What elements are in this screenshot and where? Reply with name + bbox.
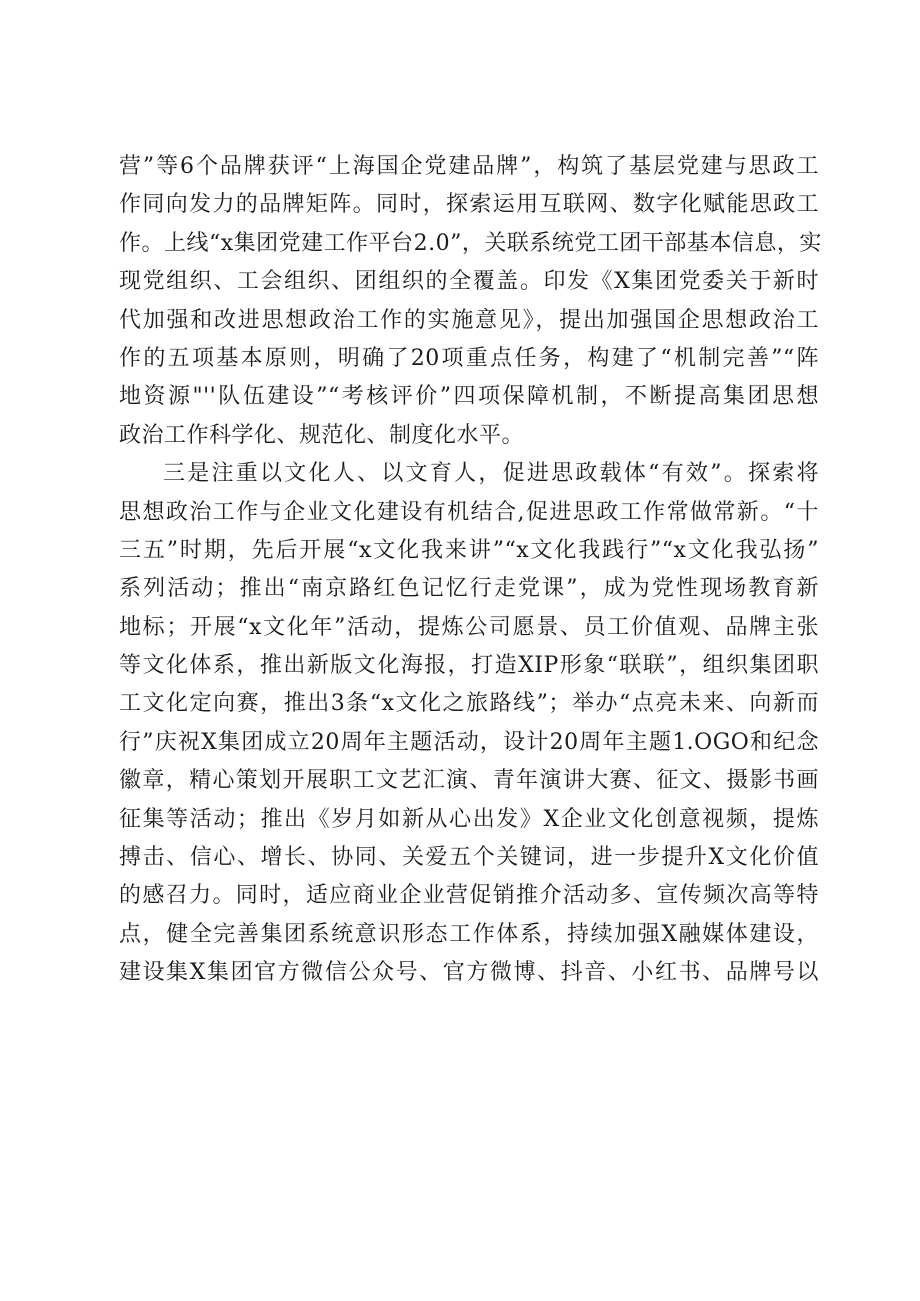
text-line: 三是注重以文化人、以文育人，促进思政载体“有效”。探索将 <box>163 461 819 487</box>
text-line: 征集等活动；推出《岁月如新从心出发》X企业文化创意视频，提炼 <box>119 806 819 832</box>
text-line: 三五”时期，先后开展“x文化我来讲”“x文化我践行”“x文化我弘扬” <box>119 537 819 563</box>
text-line: 政治工作科学化、规范化、制度化水平。 <box>119 422 525 448</box>
text-line: 徽章，精心策划开展职工文艺汇演、青年演讲大赛、征文、摄影书画 <box>119 768 819 794</box>
text-line: 作同向发力的品牌矩阵。同时，探索运用互联网、数字化赋能思政工 <box>119 192 819 218</box>
text-line: 地资源"''队伍建设”“考核评价”四项保障机制，不断提高集团思想 <box>119 384 819 410</box>
text-line: 系列活动；推出“南京路红色记忆行走党课”，成为党性现场教育新 <box>119 576 819 602</box>
text-line: 现党组织、工会组织、团组织的全覆盖。印发《X集团党委关于新时 <box>119 269 819 295</box>
text-line: 行”庆祝X集团成立20周年主题活动，设计20周年主题1.OGO和纪念 <box>119 729 819 755</box>
text-line: 作的五项基本原则，明确了20项重点任务，构建了“机制完善”“阵 <box>119 345 819 371</box>
text-line: 作。上线“x集团党建工作平台2.0”，关联系统党工团干部基本信息，实 <box>119 230 822 256</box>
text-line: 思想政治工作与企业文化建设有机结合,促进思政工作常做常新。“十 <box>119 499 819 525</box>
text-line: 搏击、信心、增长、协同、关爱五个关键词，进一步提升X文化价值 <box>119 845 819 871</box>
text-line: 的感召力。同时，适应商业企业营促销推介活动多、宣传频次高等特 <box>119 883 819 909</box>
text-line: 等文化体系，推出新版文化海报，打造XIP形象“联联”，组织集团职 <box>119 653 819 679</box>
paragraph-1 <box>119 148 822 455</box>
text-line: 代加强和改进思想政治工作的实施意见》，提出加强国企思想政治工 <box>119 307 819 333</box>
text-line: 点，健全完善集团系统意识形态工作体系，持续加强X融媒体建设， <box>119 921 819 947</box>
text-line: 营”等6个品牌获评“上海国企党建品牌”，构筑了基层党建与思政工 <box>119 154 819 179</box>
text-line: 建设集X集团官方微信公众号、官方微博、抖音、小红书、品牌号以 <box>119 960 819 986</box>
text-line: 地标；开展“x文化年”活动，提炼公司愿景、员工价值观、品牌主张 <box>119 614 819 640</box>
paragraph-2 <box>119 455 819 992</box>
document-body <box>119 148 822 993</box>
text-line: 工文化定向赛，推出3条“x文化之旅路线”；举办“点亮未来、向新而 <box>119 691 819 717</box>
